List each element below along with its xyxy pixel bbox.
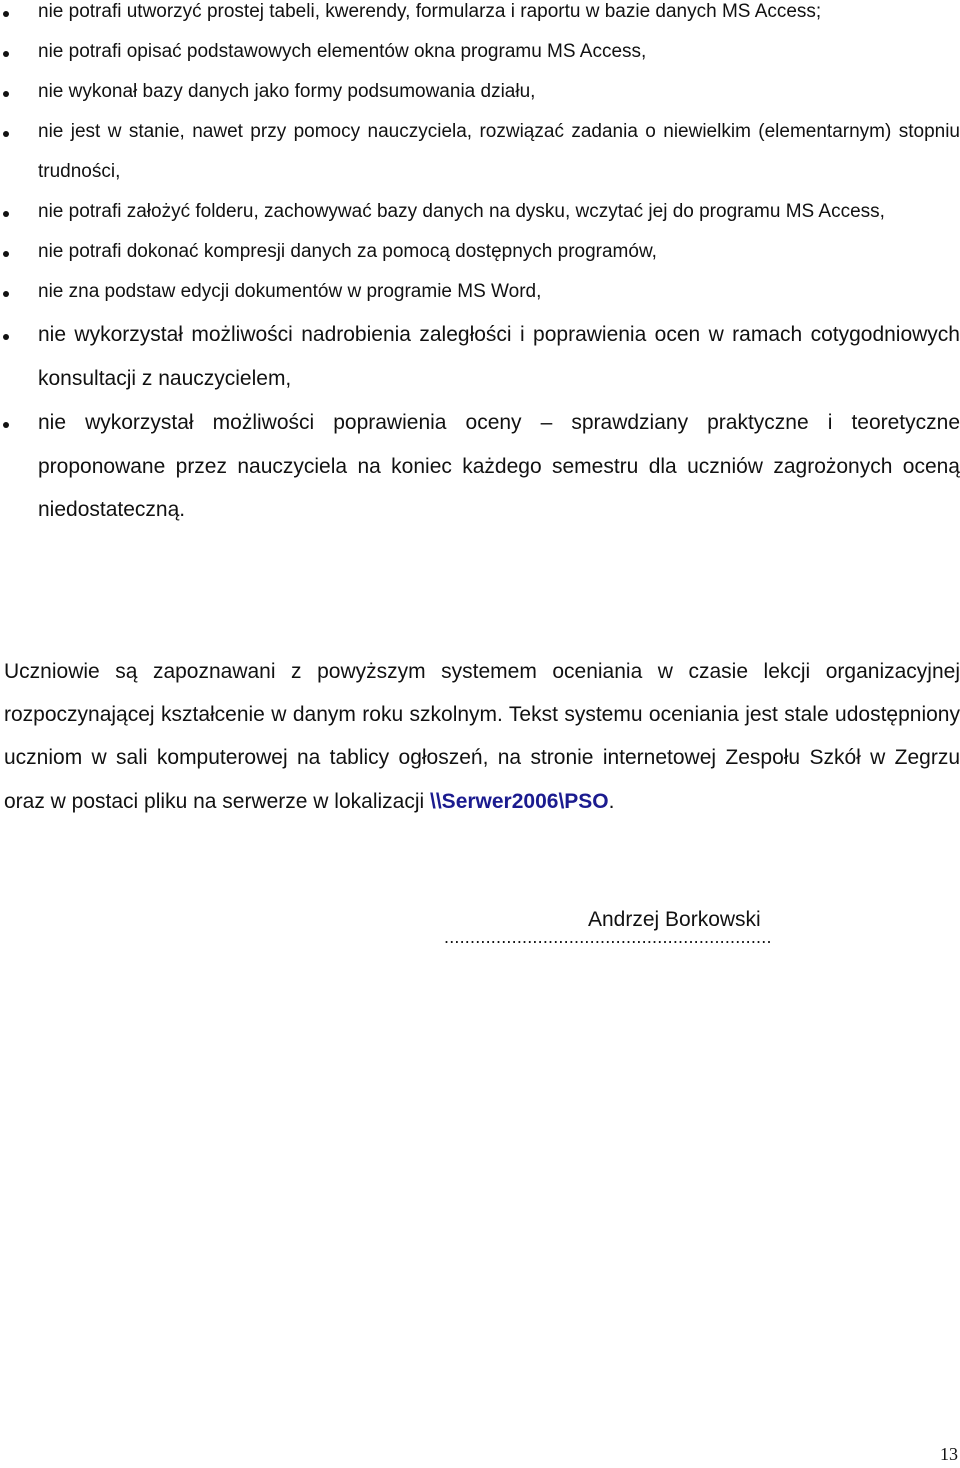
paragraph-end: . [608,789,615,813]
list-item [0,313,960,400]
bullet-icon [3,251,9,257]
list-item [0,401,960,532]
list-item-text: nie potrafi utworzyć prostej tabeli, kwerendy, formularza i raportu w bazie danych MS Access; [38,1,822,22]
requirements-list [0,0,960,532]
list-item-text: nie zna podstaw edycji dokumentów w programie MS Word, [38,281,542,302]
list-item-text: nie wykorzystał możliwości nadrobienia zaległości i poprawienia ocen w ramach cotygodniowych konsultacji z nauczycielem, [38,323,960,390]
bullet-icon [3,211,9,217]
bullet-icon [3,51,9,57]
bullet-icon [3,131,9,137]
list-item-text: nie potrafi dokonać kompresji danych za pomocą dostępnych programów, [38,241,657,262]
list-item [0,0,960,32]
list-item-text: nie jest w stanie, nawet przy pomocy nauczyciela, rozwiązać zadania o niewielkim (elementarnym) stopniu trudności, [38,121,960,182]
bullet-icon [3,422,9,428]
bullet-icon [3,334,9,340]
signature-line: ............................................................... [444,927,772,947]
list-item [0,72,960,112]
list-item-text: nie wykonał bazy danych jako formy podsumowania działu, [38,81,536,102]
server-path-link[interactable]: \\Serwer2006\PSO [430,789,609,813]
bullet-icon [3,291,9,297]
page-number: 13 [940,1444,958,1464]
list-item [0,272,960,312]
list-item [0,192,960,232]
info-paragraph [4,650,960,823]
list-item [0,232,960,272]
bullet-icon [3,11,9,17]
list-item-text: nie potrafi założyć folderu, zachowywać bazy danych na dysku, wczytać jej do programu MS Access, [38,201,885,222]
signature-name: Andrzej Borkowski [588,908,761,931]
list-item [0,112,960,192]
list-item [0,32,960,72]
paragraph-text: Uczniowie są zapoznawani z powyższym systemem oceniania w czasie lekcji organizacyjnej rozpoczynającej kształcenie w danym roku szkolnym. Tekst systemu oceniania jest stale udostępniony uczniom w sali komputerowej na tablicy ogłoszeń, na stronie internetowej Zespołu Szkół w Zegrzu oraz w postaci pliku na serwerze w lokalizacji [4,660,960,813]
list-item-text: nie wykorzystał możliwości poprawienia oceny – sprawdziany praktyczne i teoretyczne proponowane przez nauczyciela na koniec każdego semestru dla uczniów zagrożonych oceną niedostateczną. [38,411,960,521]
bullet-icon [3,91,9,97]
list-item-text: nie potrafi opisać podstawowych elementów okna programu MS Access, [38,41,647,62]
